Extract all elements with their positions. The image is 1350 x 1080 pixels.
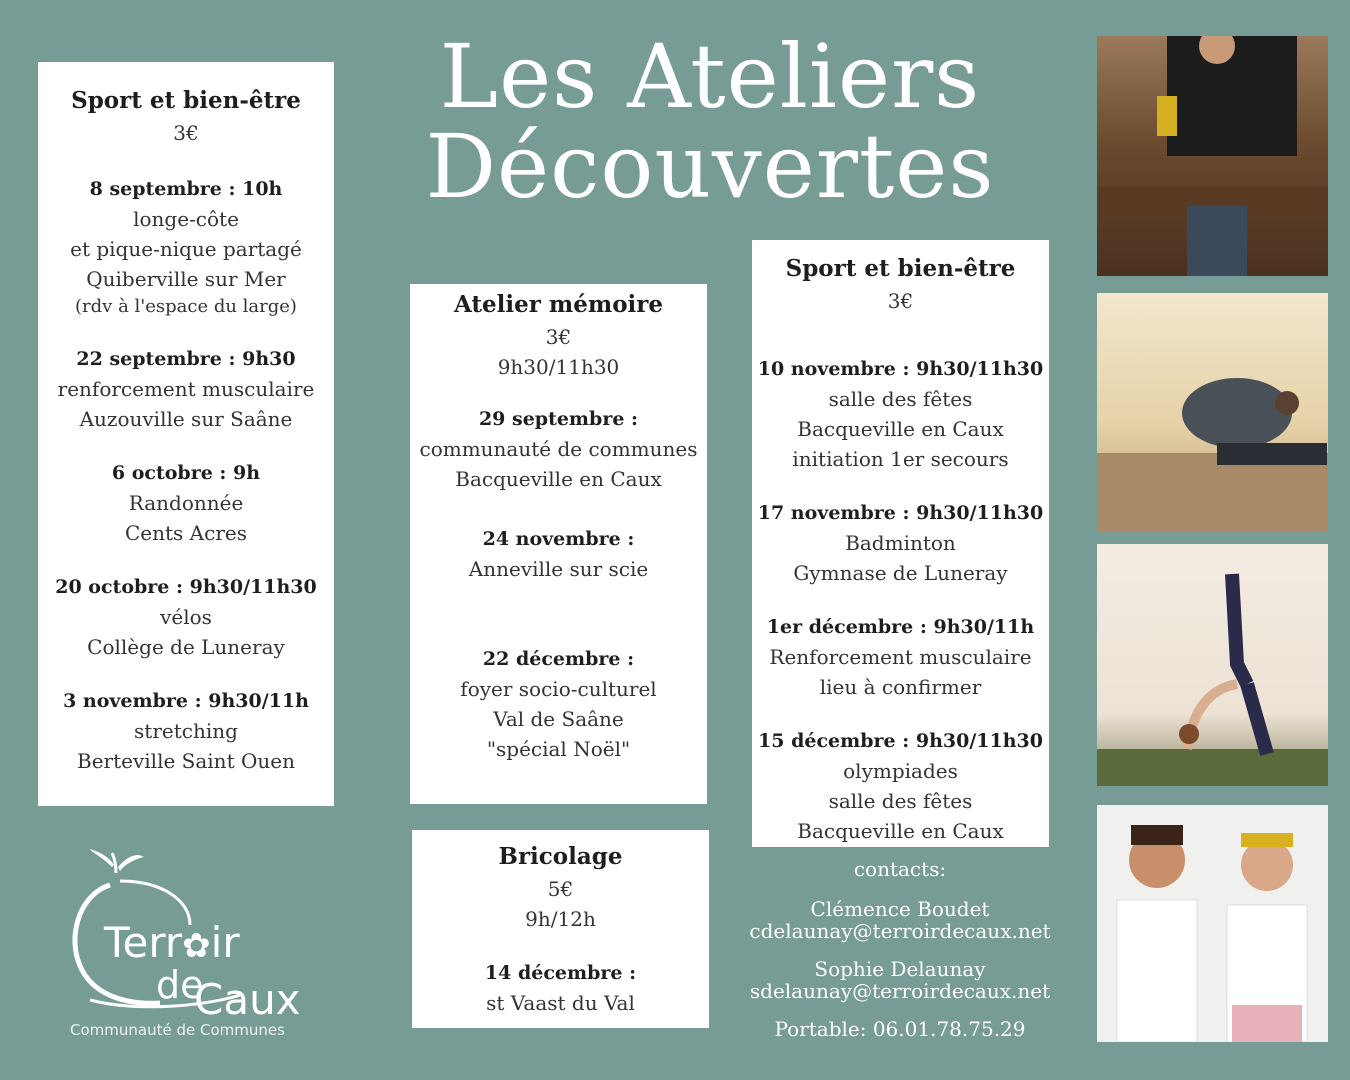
flower-icon: ✿ (182, 926, 211, 966)
list-item (752, 612, 1049, 702)
event-date: 20 octobre : 9h30/11h30 (55, 576, 317, 598)
logo-word: de (156, 963, 204, 1007)
list-item (752, 726, 1049, 846)
contact-email[interactable]: sdelaunay@terroirdecaux.net (749, 979, 1051, 1003)
event-line: Renforcement musculaire (769, 645, 1032, 669)
card-price: 3€ (887, 289, 914, 313)
yoga-image (1097, 544, 1328, 786)
contact-name: Sophie Delaunay (814, 957, 986, 981)
event-line: Bacqueville en Caux (797, 819, 1004, 843)
event-line: communauté de communes (419, 437, 698, 461)
event-line: Bacqueville en Caux (797, 417, 1004, 441)
page-title (400, 25, 1020, 218)
contacts-label: contacts: (853, 857, 947, 881)
woodwork-image (1097, 36, 1328, 276)
terroir-de-caux-logo (60, 845, 320, 1045)
event-line: stretching (134, 719, 238, 743)
card-price: 3€ (545, 325, 572, 349)
logo-word: ir (210, 918, 240, 967)
list-item (38, 344, 334, 434)
list-item (410, 524, 707, 584)
event-line: Gymnase de Luneray (793, 561, 1008, 585)
title-line-1: Les Ateliers (439, 25, 981, 128)
event-date: 15 décembre : 9h30/11h30 (758, 730, 1043, 752)
event-line: lieu à confirmer (819, 675, 982, 699)
card-time: 9h/12h (525, 907, 596, 931)
card-time: 9h30/11h30 (497, 355, 620, 379)
card-bricolage (412, 830, 709, 1028)
event-date: 29 septembre : (478, 408, 639, 430)
event-line: Quiberville sur Mer (86, 267, 286, 291)
event-line: salle des fêtes (828, 789, 973, 813)
list-item (752, 354, 1049, 474)
event-line: Cents Acres (125, 521, 247, 545)
event-line: salle des fêtes (828, 387, 973, 411)
event-date: 22 septembre : 9h30 (76, 348, 296, 370)
title-line-2: Découvertes (425, 115, 995, 218)
photo-woodwork (1097, 36, 1328, 276)
event-line: olympiades (843, 759, 958, 783)
list-item (752, 498, 1049, 588)
event-date: 1er décembre : 9h30/11h (766, 616, 1035, 638)
event-line: vélos (160, 605, 212, 629)
list-item (412, 958, 709, 1018)
event-line: Val de Saâne (493, 707, 624, 731)
card-price: 5€ (547, 877, 574, 901)
event-date: 8 septembre : 10h (89, 178, 283, 200)
event-line: Berteville Saint Ouen (77, 749, 295, 773)
event-line: st Vaast du Val (486, 991, 635, 1015)
card-heading: Bricolage (498, 843, 623, 870)
event-date: 22 décembre : (482, 648, 635, 670)
photo-people (1097, 805, 1328, 1042)
card-sport-1 (38, 62, 334, 806)
list-item (410, 404, 707, 494)
list-item (410, 644, 707, 764)
card-price: 3€ (173, 121, 199, 145)
stretching-image (1097, 293, 1328, 531)
event-note: (rdv à l'espace du large) (75, 296, 297, 317)
event-date: 3 novembre : 9h30/11h (63, 690, 309, 712)
logo-word: Terr (104, 918, 183, 967)
event-line: "spécial Noël" (486, 737, 631, 761)
photo-stretching (1097, 293, 1328, 531)
contact-name: Clémence Boudet (810, 897, 990, 921)
event-line: Bacqueville en Caux (455, 467, 662, 491)
logo-subtitle: Communauté de Communes (70, 1021, 285, 1039)
list-item (38, 174, 334, 320)
people-image (1097, 805, 1328, 1042)
event-line: initiation 1er secours (792, 447, 1009, 471)
list-item (38, 572, 334, 662)
event-line: et pique-nique partagé (70, 237, 302, 261)
event-line: Auzouville sur Saâne (79, 407, 293, 431)
contact-email[interactable]: cdelaunay@terroirdecaux.net (749, 919, 1051, 943)
event-date: 6 octobre : 9h (111, 462, 261, 484)
card-memoire (410, 284, 707, 804)
card-sport-2 (752, 240, 1049, 847)
event-line: longe-côte (133, 207, 239, 231)
card-heading: Atelier mémoire (453, 291, 664, 318)
event-date: 17 novembre : 9h30/11h30 (757, 502, 1044, 524)
event-line: foyer socio-culturel (460, 677, 657, 701)
event-date: 24 novembre : (482, 528, 635, 550)
event-line: Randonnée (128, 491, 244, 515)
card-heading: Sport et bien-être (71, 87, 301, 114)
list-item (38, 686, 334, 776)
event-line: Badminton (845, 531, 956, 555)
logo-word: Caux (194, 975, 301, 1024)
card-heading: Sport et bien-être (785, 255, 1016, 282)
event-line: Collège de Luneray (87, 635, 285, 659)
event-date: 14 décembre : (484, 962, 637, 984)
contacts-block (745, 858, 1055, 1040)
contact-phone: Portable: 06.01.78.75.29 (774, 1017, 1026, 1041)
list-item (38, 458, 334, 548)
event-date: 10 novembre : 9h30/11h30 (757, 358, 1044, 380)
event-line: renforcement musculaire (57, 377, 315, 401)
photo-yoga (1097, 544, 1328, 786)
event-line: Anneville sur scie (468, 557, 649, 581)
